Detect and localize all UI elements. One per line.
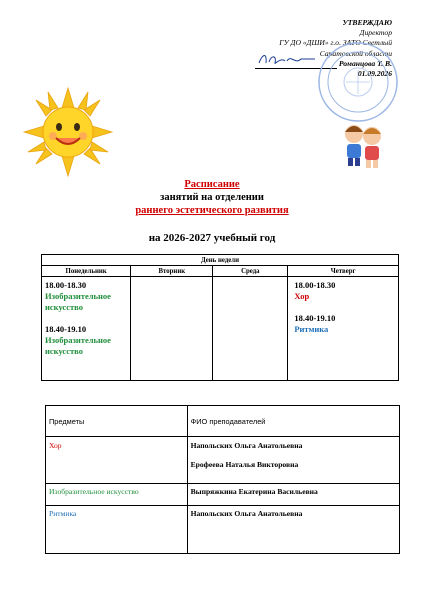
teacher-name: Напольских Ольга Анатольевна <box>187 506 399 554</box>
signature-icon <box>257 51 317 67</box>
academic-year: на 2026-2027 учебный год <box>148 232 276 244</box>
wednesday-cell <box>213 277 288 381</box>
heading-line3-wrap <box>0 204 424 217</box>
thursday-time1: 18.00-18.30 <box>294 280 336 290</box>
approval-org: ГУ ДО «ДШИ» г.о. ЗАТО Светлый <box>279 38 392 48</box>
teacher-row-subject: Ритмика <box>46 506 188 554</box>
approval-date: 01.09.2026 <box>357 69 392 79</box>
monday-time2: 18.40-19.10 <box>45 324 87 334</box>
teacher-name: Выпряжкина Екатерина Васильевна <box>187 484 399 506</box>
teacher-row-names <box>187 437 399 484</box>
day-header-thursday: Четверг <box>288 266 399 277</box>
approval-title: УТВЕРЖДАЮ <box>342 18 392 27</box>
teacher-row-subject: Хор <box>46 437 188 484</box>
sun-icon <box>22 86 114 178</box>
teacher-name: Напольских Ольга Анатольевна <box>190 441 303 450</box>
col-name-header: ФИО преподавателей <box>187 406 399 437</box>
day-header-monday: Понедельник <box>42 266 131 277</box>
day-header-tuesday: Вторник <box>131 266 213 277</box>
heading-line1: Расписание <box>184 179 240 190</box>
schedule-group-header: День недели <box>42 255 399 266</box>
thursday-subject1: Хор <box>294 291 310 301</box>
monday-cell <box>42 277 131 381</box>
thursday-subject2: Ритмика <box>294 324 329 334</box>
heading-schedule <box>0 178 424 191</box>
teachers-table <box>45 405 400 554</box>
approval-position: Директор <box>359 28 392 38</box>
monday-subject2: Изобразительное искусство <box>45 335 111 356</box>
monday-subject1: Изобразительное искусство <box>45 291 111 312</box>
day-header-wednesday: Среда <box>213 266 288 277</box>
tuesday-cell <box>131 277 213 381</box>
approval-signature-name: Романцова Т. В. <box>338 58 392 68</box>
teacher-name: Ерофеева Наталья Викторовна <box>190 460 299 469</box>
heading-line2: занятий на отделении <box>160 192 264 203</box>
thursday-cell <box>288 277 399 381</box>
monday-time1: 18.00-18.30 <box>45 280 87 290</box>
thursday-time2: 18.40-19.10 <box>294 313 336 323</box>
col-subject-header: Предметы <box>46 406 188 437</box>
approval-region: Саратовской области <box>319 48 392 58</box>
teacher-row-subject: Изобразительное искусство <box>46 484 188 506</box>
schedule-table <box>41 254 399 381</box>
official-stamp-icon <box>316 40 400 124</box>
children-icon <box>340 120 386 170</box>
heading-line3: раннего эстетического развития <box>135 205 289 216</box>
